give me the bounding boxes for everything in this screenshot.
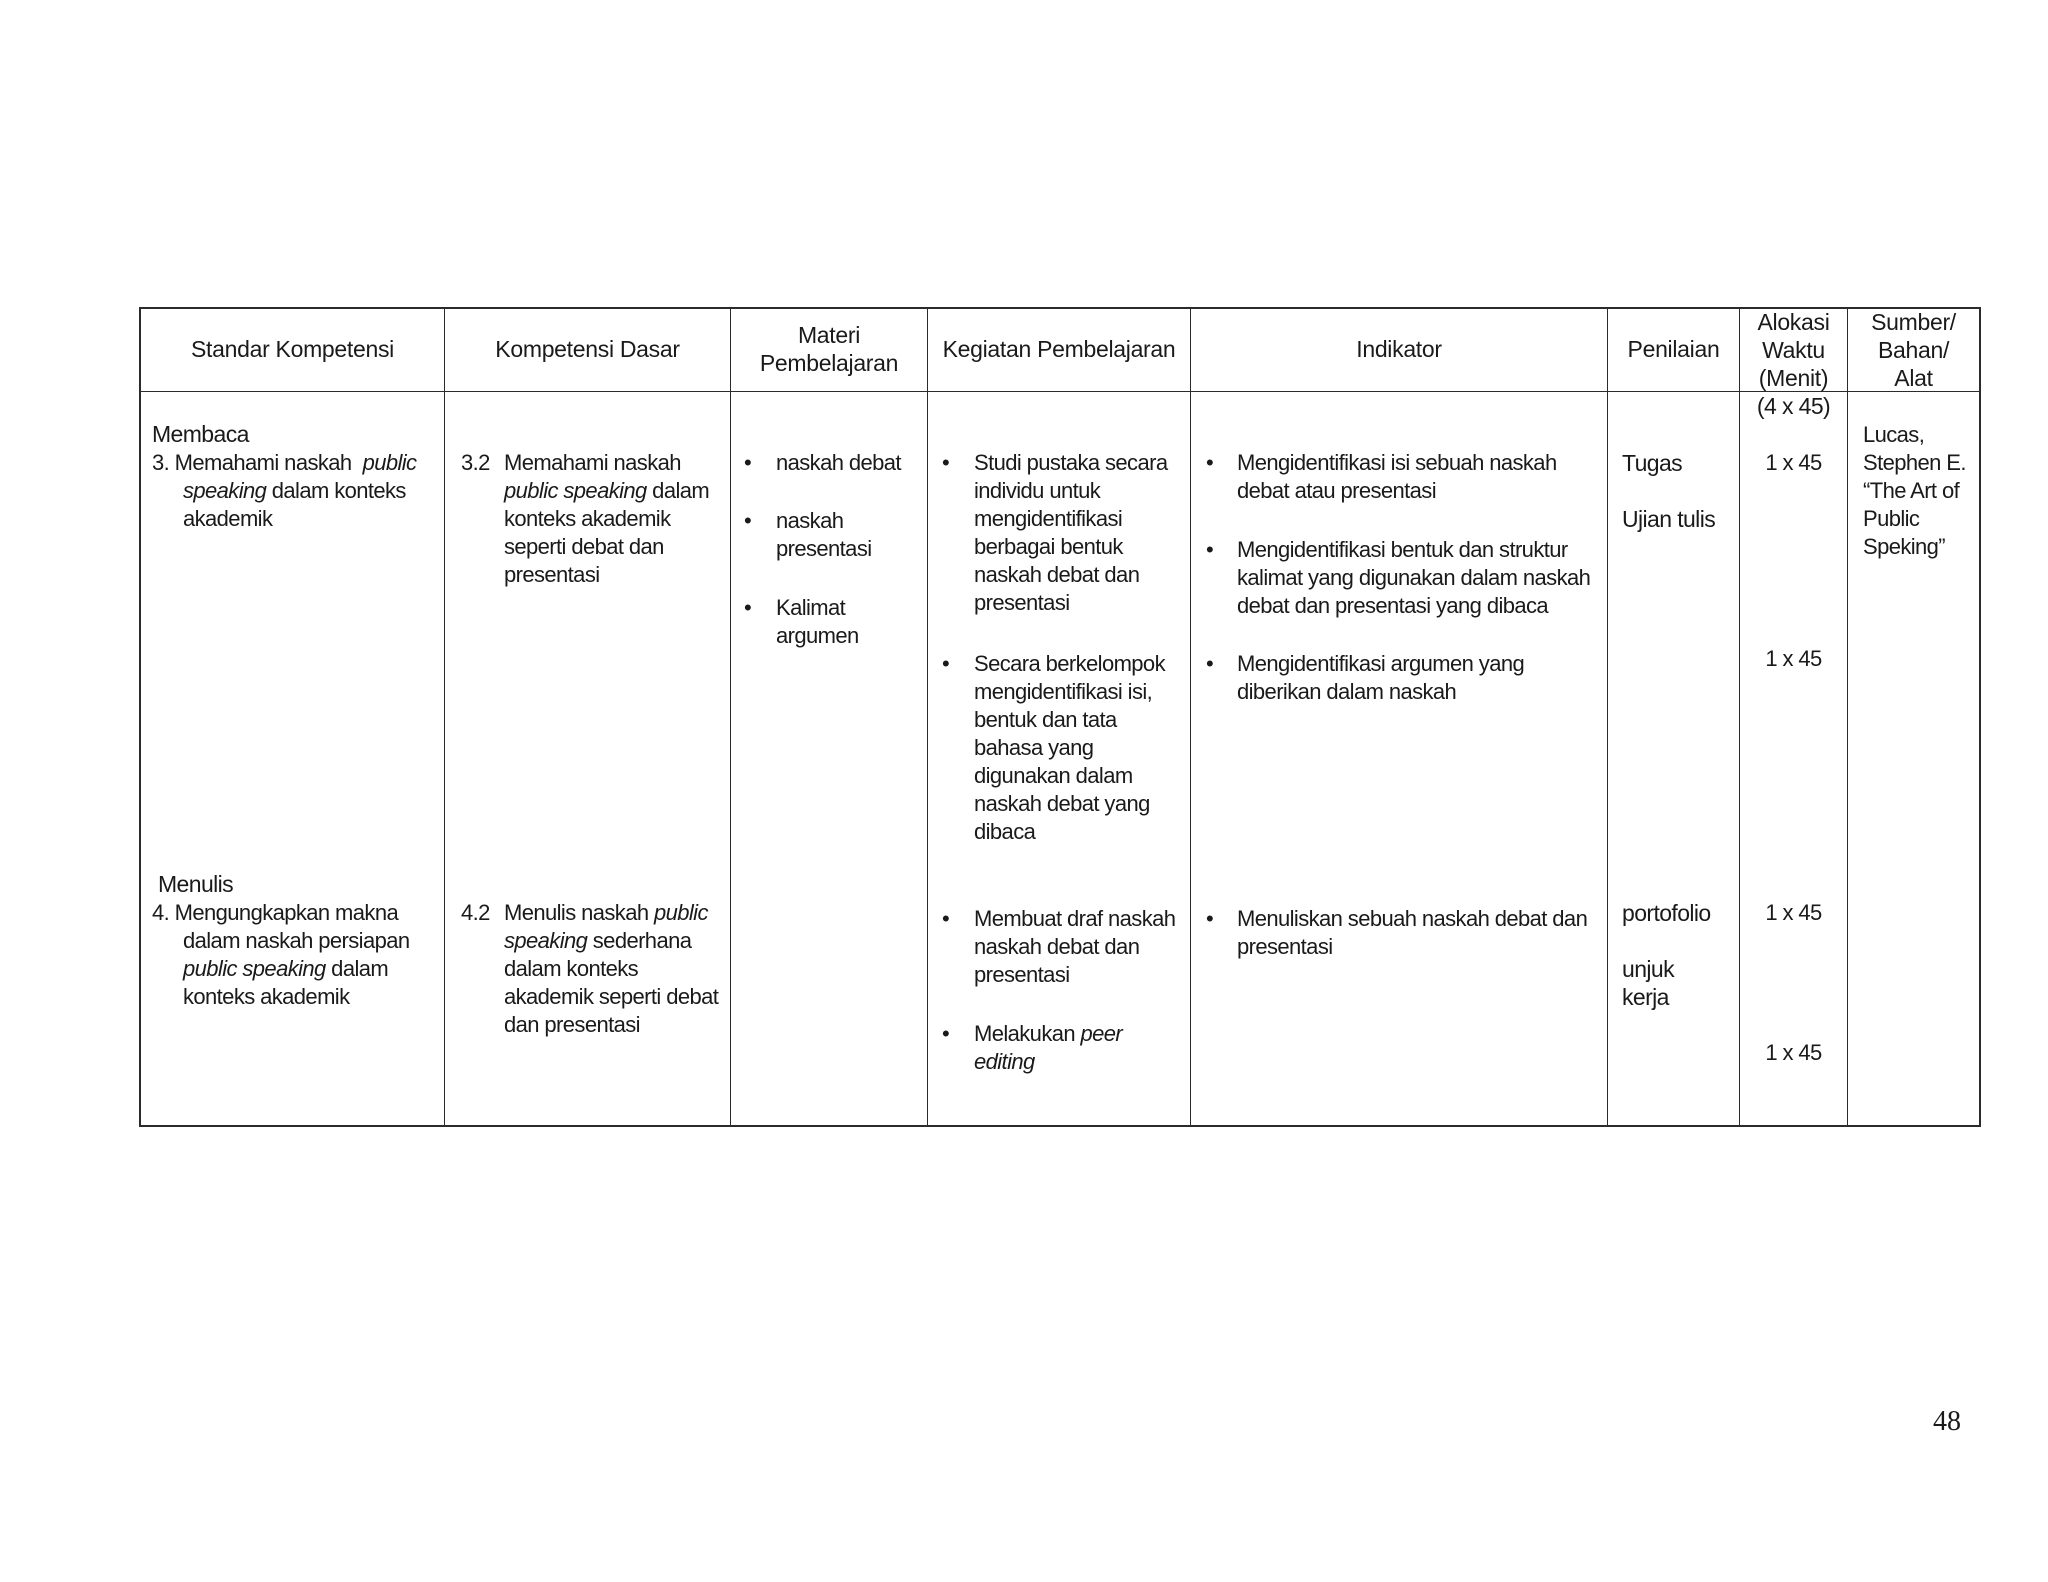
header-alokasi-waktu: Alokasi Waktu (Menit): [1757, 309, 1830, 391]
bullet-icon: •: [1206, 651, 1214, 676]
bullet-icon: •: [744, 595, 752, 620]
bullet-icon: •: [744, 508, 752, 533]
header-kompetensi-dasar: Kompetensi Dasar: [495, 336, 680, 362]
header-indikator: Indikator: [1356, 336, 1442, 362]
page-number: 48: [1933, 1406, 1961, 1437]
header-sumber: Sumber/ Bahan/ Alat: [1871, 309, 1956, 391]
bullet-icon: •: [942, 651, 950, 676]
alokasi-total: (4 x 45): [1756, 393, 1831, 419]
bullet-icon: •: [744, 450, 752, 475]
header-standar-kompetensi: Standar Kompetensi: [190, 336, 394, 362]
bullet-icon: •: [1206, 537, 1214, 562]
section-label-menulis: Menulis: [158, 871, 234, 897]
bullet-icon: •: [942, 906, 950, 931]
header-materi: Materi Pembelajaran: [759, 322, 899, 376]
bullet-icon: •: [1206, 450, 1214, 475]
bullet-icon: •: [942, 1021, 950, 1046]
section-label-membaca: Membaca: [152, 421, 249, 447]
header-kegiatan-pembelajaran: Kegiatan Pembelajaran: [942, 336, 1176, 362]
header-penilaian: Penilaian: [1627, 336, 1720, 362]
bullet-icon: •: [942, 450, 950, 475]
bullet-icon: •: [1206, 906, 1214, 931]
